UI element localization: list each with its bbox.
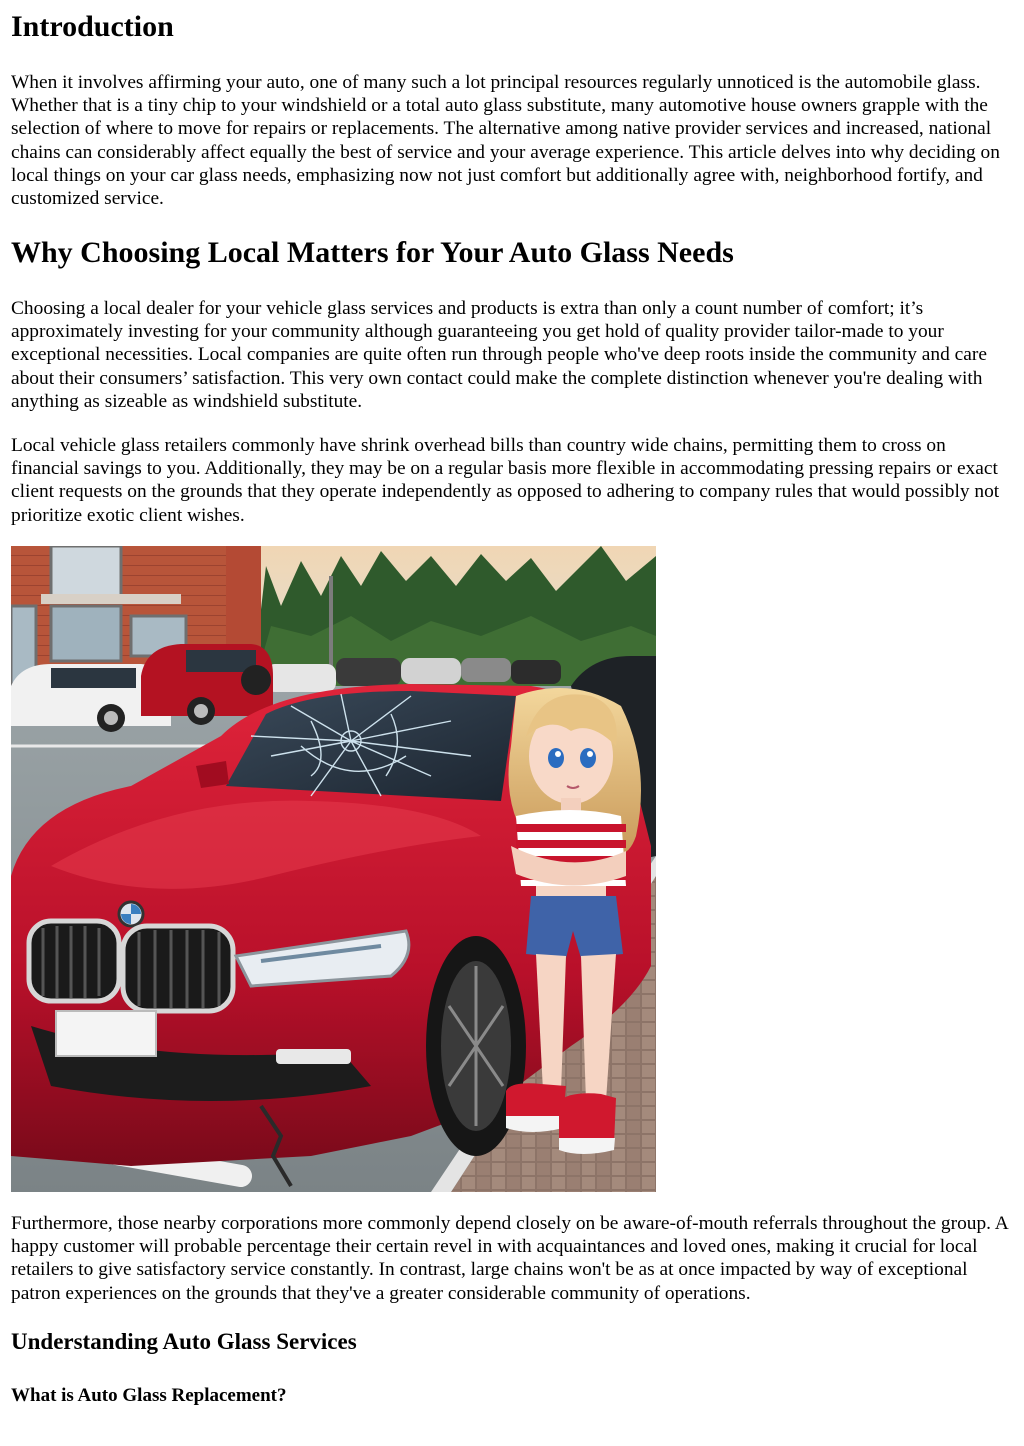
why-paragraph-1: Choosing a local dealer for your vehicle glass services and products is extra than only a count number of comfort; it’s approximately investing for your community although guaranteeing you get hold of quality provider tailor-made to your exceptional necessities. Local companies are quite often run through people who've deep roots inside the community and care about their consumers’ satisfaction. This very own contact could make the complete distinction whenever you're dealing with anything as sizeable as windshield substitute.	[11, 298, 987, 412]
why-paragraph-3: Furthermore, those nearby corporations more commonly depend closely on be aware-of-mouth referrals throughout the group. A happy customer will probable percentage their certain revel in with acquaintances and loved ones, making it crucial for local retailers to give satisfactory service constantly. In contrast, large chains won't be as at once impacted by way of exceptional patron experiences on the grounds that they've a greater considerable community of operations.	[11, 1213, 1008, 1304]
car-illustration	[11, 546, 656, 1192]
understanding-heading: Understanding Auto Glass Services	[11, 1329, 357, 1354]
why-local-heading: Why Choosing Local Matters for Your Auto Glass Needs	[11, 236, 734, 269]
illustration-red-car-cracked-windshield	[11, 546, 656, 1192]
why-paragraph-2: Local vehicle glass retailers commonly have shrink overhead bills than country wide chains, permitting them to cross on financial savings to you. Additionally, they may be on a regular basis more flexible in accommodating pressing repairs or exact client requests on the grounds that they operate independently as opposed to adhering to company rules that would possibly not prioritize exotic client wishes.	[11, 435, 1000, 526]
intro-paragraph: When it involves affirming your auto, one of many such a lot principal resources regularly unnoticed is the automobile glass. Whether that is a tiny chip to your windshield or a total auto glass substitute, many automotive house owners grapple with the selection of where to move for repairs or replacements. The alternative among native provider services and increased, national chains can considerably affect equally the best of service and your average experience. This article delves into why deciding on local things on your car glass needs, emphasizing now not just comfort but additionally agree with, neighborhood fortify, and customized service.	[11, 72, 1000, 210]
intro-heading: Introduction	[11, 10, 174, 43]
what-is-replacement-heading: What is Auto Glass Replacement?	[11, 1385, 287, 1406]
